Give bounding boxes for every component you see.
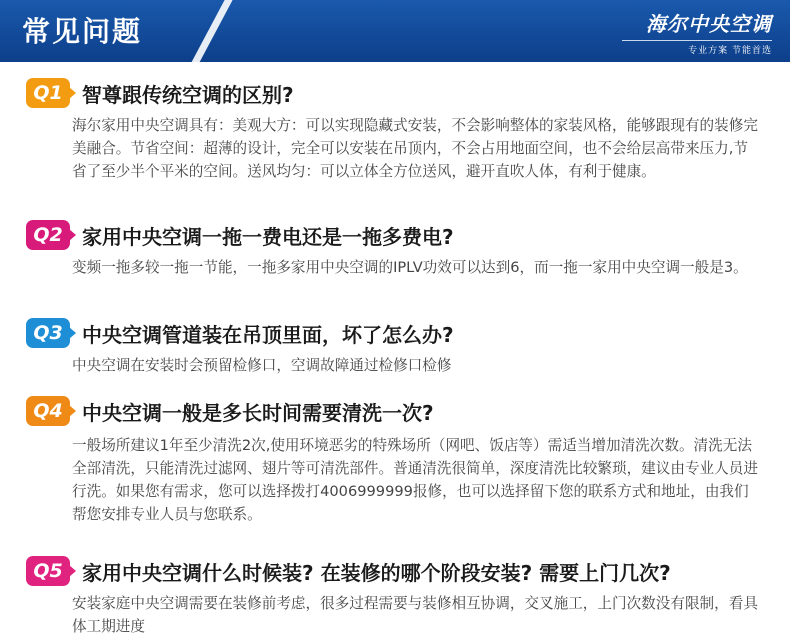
faq-answer: 一般场所建议1年至少清洗2次,使用环境恶劣的特殊场所（网吧、饭店等）需适当增加清洗次数。清洗无法全部清洗，只能清洗过滤网、翅片等可清洗部件。普通清洗很简单，深度清洗比较繁琐，建议由专业人员进行洗。如果您有需求，您可以选择拨打4006999999报修，也可以选择留下您的联系方式和地址，由我们帮您安排专业人员与您联系。	[72, 437, 758, 523]
brand-logo	[622, 8, 772, 56]
header-banner	[0, 0, 790, 62]
banner-divider	[182, 0, 238, 62]
faq-question: 中央空调管道装在吊顶里面，坏了怎么办?	[82, 323, 454, 347]
faq-question: 家用中央空调什么时候装? 在装修的哪个阶段安装? 需要上门几次?	[82, 561, 671, 585]
q4-badge: Q4	[26, 396, 70, 426]
brand-divider	[622, 40, 772, 41]
faq-answer: 变频一拖多较一拖一节能，一拖多家用中央空调的IPLV功效可以达到6，而一拖一家用中央空调一般是3。	[72, 259, 748, 276]
faq-question: 家用中央空调一拖一费电还是一拖多费电?	[82, 225, 454, 249]
page-title: 常见问题	[22, 15, 143, 48]
brand-name: 海尔中央空调	[646, 12, 772, 36]
faq-answer: 安装家庭中央空调需要在装修前考虑，很多过程需要与装修相互协调，交叉施工，上门次数没有限制，看具体工期进度	[72, 595, 758, 635]
q3-badge: Q3	[26, 318, 70, 348]
brand-tagline: 专业方案 节能首选	[688, 46, 772, 56]
faq-question: 中央空调一般是多长时间需要清洗一次?	[82, 401, 434, 425]
q2-badge: Q2	[26, 220, 70, 250]
faq-question: 智尊跟传统空调的区别?	[82, 83, 294, 107]
q1-badge: Q1	[26, 78, 70, 108]
q5-badge: Q5	[26, 556, 70, 586]
faq-answer: 海尔家用中央空调具有：美观大方：可以实现隐藏式安装，不会影响整体的家装风格，能够跟现有的装修完美融合。节省空间：超薄的设计，完全可以安装在吊顶内，不会占用地面空间，也不会给层高带来压力,节省了至少半个平米的空间。送风均匀：可以立体全方位送风，避开直吹人体，有利于健康。	[72, 117, 758, 180]
faq-answer: 中央空调在安装时会预留检修口，空调故障通过检修口检修	[72, 357, 452, 374]
